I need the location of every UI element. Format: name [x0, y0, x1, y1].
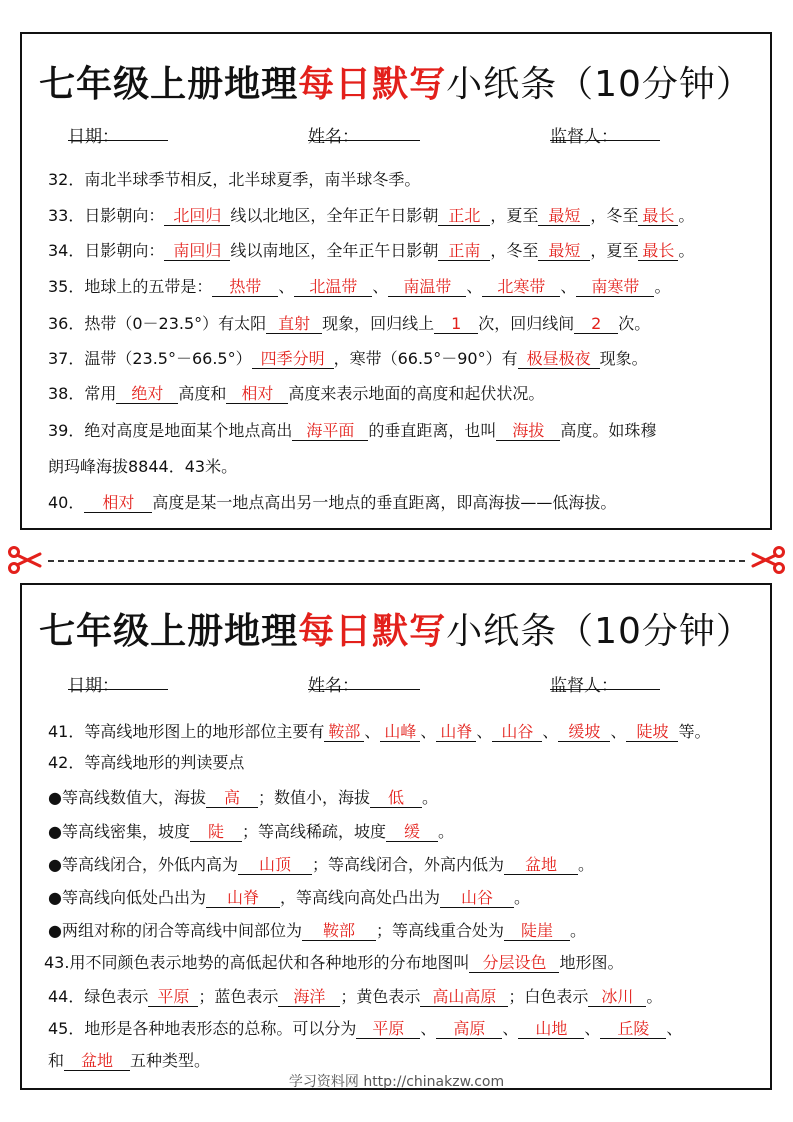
dictation-card-1: [20, 32, 772, 530]
answer-blank: 缓: [386, 822, 438, 842]
text: ，夏至: [490, 206, 539, 225]
answer-blank: 高山高原: [420, 987, 508, 1007]
meta-row: [22, 122, 770, 150]
card-title: [22, 603, 770, 654]
answer-blank: 盆地: [504, 855, 578, 875]
answer-blank: 盆地: [64, 1051, 130, 1071]
name-label: 姓名：: [308, 676, 359, 696]
answer-blank: 北寒带: [482, 277, 560, 297]
text: 34．日影朝向：: [48, 241, 165, 260]
title-text: 七年级上册地理: [39, 611, 299, 652]
text: 。: [437, 822, 454, 841]
title-suffix: 小纸条（10分钟）: [446, 64, 753, 105]
text: 高度是某一地点高出另一地点的垂直距离，即高海拔——低海拔。: [152, 493, 617, 512]
answer-blank: 南寒带: [576, 277, 654, 297]
text: 的垂直距离，也叫: [368, 421, 497, 440]
answer-blank: 四季分明: [252, 349, 334, 369]
text: ；白色表示: [508, 987, 589, 1006]
text: ，冬至: [590, 206, 639, 225]
text: 高度。如珠穆: [560, 421, 657, 440]
text: ；数值小，海拔: [257, 788, 370, 807]
supervisor-blank[interactable]: [550, 671, 660, 690]
answer-blank: 海拔: [496, 421, 560, 441]
text: ；等高线稀疏，坡度: [241, 822, 386, 841]
answer-blank: 低: [370, 788, 422, 808]
answer-blank: 山地: [518, 1019, 584, 1039]
item-45: [48, 1019, 760, 1039]
text: 地形图。: [559, 953, 624, 972]
item-35: [48, 277, 760, 297]
point-1: [48, 788, 760, 808]
name-label: 姓名：: [308, 127, 359, 147]
text: ●等高线向低处凸出为: [48, 888, 206, 907]
supervisor-label: 监督人：: [550, 127, 618, 147]
answer-blank: 平原: [148, 987, 198, 1007]
text: ，夏至: [590, 241, 639, 260]
text: 35．地球上的五带是：: [48, 277, 213, 296]
text: 37．温带（23.5°－66.5°）: [48, 349, 252, 368]
answer-blank: 相对: [84, 493, 152, 513]
text: 39．绝对高度是地面某个地点高出: [48, 421, 293, 440]
text: ；黄色表示: [340, 987, 421, 1006]
answer-blank: 正南: [438, 241, 490, 261]
separator: 、: [372, 277, 389, 296]
text: 44．绿色表示: [48, 987, 149, 1006]
answer-blank: 最长: [638, 241, 678, 261]
text: 45．地形是各种地表形态的总称。可以分为: [48, 1019, 357, 1038]
title-suffix: 小纸条（10分钟）: [446, 611, 753, 652]
point-4: [48, 888, 760, 908]
text: 36．热带（0－23.5°）有太阳: [48, 314, 267, 333]
text: 次。: [618, 314, 651, 333]
item-32: 32．南北半球季节相反，北半球夏季，南半球冬季。: [48, 170, 421, 189]
text: 。: [646, 987, 663, 1006]
text: 线以南地区，全年正午日影朝: [230, 241, 439, 260]
answer-blank: 绝对: [116, 384, 178, 404]
supervisor-label: 监督人：: [550, 676, 618, 696]
answer-blank: 陡: [190, 822, 242, 842]
text: 。: [421, 788, 438, 807]
text: ●等高线闭合，外低内高为: [48, 855, 238, 874]
text: 38．常用: [48, 384, 117, 403]
text: 线以北地区，全年正午日影朝: [230, 206, 439, 225]
item-40: [48, 493, 760, 513]
text: ；等高线重合处为: [375, 921, 504, 940]
separator: 、: [610, 722, 627, 741]
text: 。: [654, 277, 671, 296]
answer-blank: 平原: [356, 1019, 420, 1039]
answer-blank: 鞍部: [302, 921, 376, 941]
text: 。: [513, 888, 530, 907]
item-43: [44, 953, 760, 973]
text: ●等高线数值大，海拔: [48, 788, 206, 807]
text: 。: [678, 241, 695, 260]
answer-blank: 陡坡: [626, 722, 678, 742]
cut-line: [0, 560, 793, 562]
footer-watermark: 学习资料网 http://chinakzw.com: [288, 1074, 505, 1090]
answer-blank: 正北: [438, 206, 490, 226]
item-42: 42．等高线地形的判读要点: [48, 753, 245, 772]
item-33: [48, 206, 760, 226]
item-36: [48, 314, 760, 334]
item-34: [48, 241, 760, 261]
text: 43.用不同颜色表示地势的高低起伏和各种地形的分布地图叫: [44, 953, 470, 972]
item-39: [48, 421, 760, 441]
dashed-divider: [48, 560, 745, 562]
answer-blank: 热带: [212, 277, 278, 297]
answer-blank: 冰川: [588, 987, 646, 1007]
scissors-icon: [751, 546, 785, 574]
answer-blank: 缓坡: [558, 722, 610, 742]
answer-blank: 南温带: [388, 277, 466, 297]
text: 41．等高线地形图上的地形部位主要有: [48, 722, 325, 741]
separator: 、: [420, 722, 437, 741]
text: 等。: [678, 722, 711, 741]
supervisor-blank[interactable]: [550, 122, 660, 141]
answer-blank: 山谷: [492, 722, 542, 742]
answer-blank: 山脊: [206, 888, 280, 908]
text: ●等高线密集，坡度: [48, 822, 190, 841]
answer-blank: 2: [574, 314, 618, 334]
name-blank[interactable]: [308, 122, 420, 141]
text: 现象，回归线上: [322, 314, 435, 333]
text: ●两组对称的闭合等高线中间部位为: [48, 921, 302, 940]
answer-blank: 陡崖: [504, 921, 570, 941]
text: ，等高线向高处凸出为: [279, 888, 440, 907]
answer-blank: 丘陵: [600, 1019, 666, 1039]
answer-blank: 山谷: [440, 888, 514, 908]
answer-blank: 高: [206, 788, 258, 808]
text: ，寒带（66.5°－90°）有: [333, 349, 518, 368]
answer-blank: 1: [434, 314, 478, 334]
answer-blank: 南回归: [164, 241, 230, 261]
separator: 、: [666, 1019, 683, 1038]
separator: 、: [584, 1019, 601, 1038]
meta-row: [22, 671, 770, 699]
scissors-icon: [8, 546, 42, 574]
name-blank[interactable]: [308, 671, 420, 690]
answer-blank: 山峰: [380, 722, 420, 742]
point-5: [48, 921, 760, 941]
answer-blank: 高原: [436, 1019, 502, 1039]
separator: 、: [278, 277, 295, 296]
text: 高度和: [178, 384, 227, 403]
date-blank[interactable]: [68, 122, 168, 141]
text: ；等高线闭合，外高内低为: [311, 855, 504, 874]
title-text: 七年级上册地理: [39, 64, 299, 105]
text: 次，回归线间: [478, 314, 575, 333]
separator: 、: [560, 277, 577, 296]
dictation-card-2: [20, 583, 772, 1090]
answer-blank: 极昼极夜: [518, 349, 600, 369]
item-41: [48, 722, 760, 742]
answer-blank: 最短: [538, 241, 590, 261]
item-45-cont: [48, 1051, 760, 1071]
answer-blank: 鞍部: [324, 722, 364, 742]
answer-blank: 山顶: [238, 855, 312, 875]
separator: 、: [466, 277, 483, 296]
separator: 、: [420, 1019, 437, 1038]
text: ，冬至: [490, 241, 539, 260]
text: 高度来表示地面的高度和起伏状况。: [288, 384, 545, 403]
point-3: [48, 855, 760, 875]
answer-blank: 北回归: [164, 206, 230, 226]
text: 33．日影朝向：: [48, 206, 165, 225]
answer-blank: 海平面: [292, 421, 368, 441]
separator: 、: [476, 722, 493, 741]
separator: 、: [542, 722, 559, 741]
answer-blank: 相对: [226, 384, 288, 404]
card-title: [22, 56, 770, 107]
title-highlight: 每日默写: [298, 611, 447, 652]
item-37: [48, 349, 760, 369]
text: 。: [678, 206, 695, 225]
answer-blank: 最短: [538, 206, 590, 226]
item-44: [48, 987, 760, 1007]
answer-blank: 分层设色: [469, 953, 559, 973]
text: 。: [577, 855, 594, 874]
separator: 、: [364, 722, 381, 741]
answer-blank: 直射: [266, 314, 322, 334]
answer-blank: 北温带: [294, 277, 372, 297]
answer-blank: 最长: [638, 206, 678, 226]
date-blank[interactable]: [68, 671, 168, 690]
point-2: [48, 822, 760, 842]
text: 和: [48, 1051, 65, 1070]
item-39-cont: 朗玛峰海拔8844．43米。: [48, 457, 238, 476]
text: 现象。: [599, 349, 648, 368]
date-label: 日期：: [68, 127, 119, 147]
text: ；蓝色表示: [198, 987, 279, 1006]
item-38: [48, 384, 760, 404]
separator: 、: [502, 1019, 519, 1038]
text: 40．: [48, 493, 85, 512]
date-label: 日期：: [68, 676, 119, 696]
text: 五种类型。: [130, 1051, 211, 1070]
text: 。: [569, 921, 586, 940]
answer-blank: 山脊: [436, 722, 476, 742]
title-highlight: 每日默写: [298, 64, 447, 105]
answer-blank: 海洋: [278, 987, 340, 1007]
